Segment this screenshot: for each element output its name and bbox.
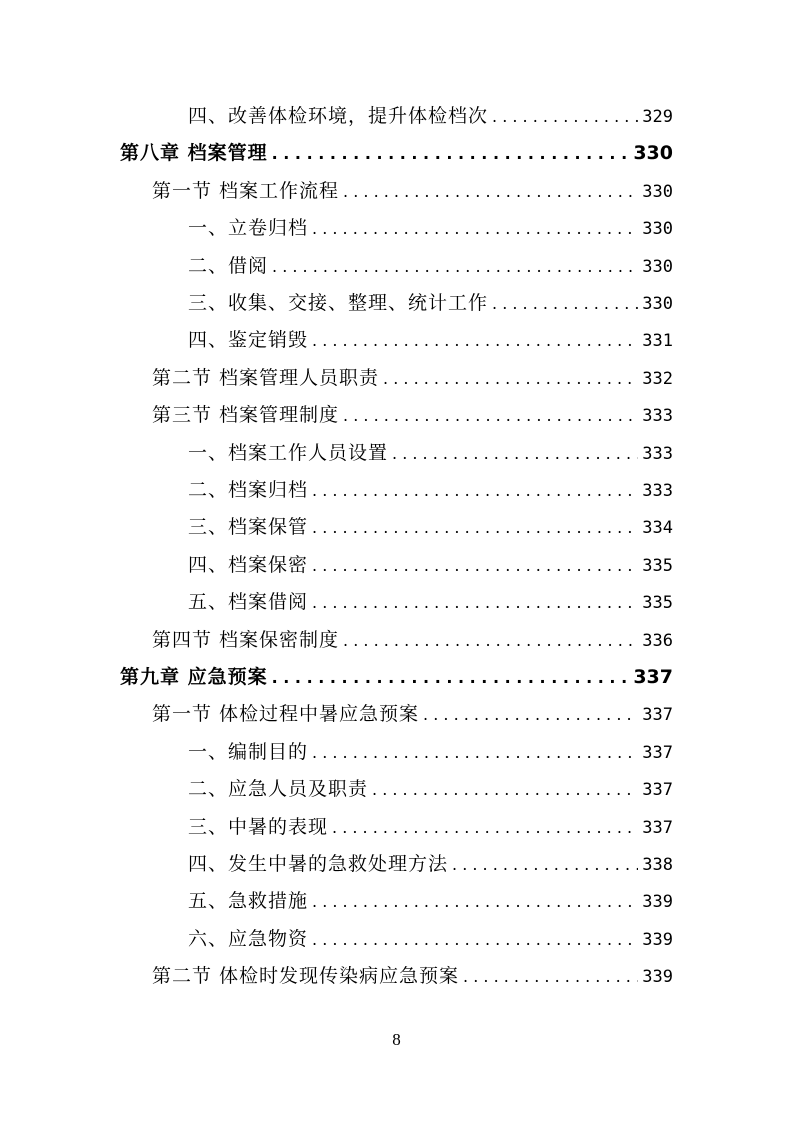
toc-entry-page: 330	[642, 181, 673, 202]
toc-entry-page: 337	[642, 817, 673, 838]
toc-dot-leader	[343, 626, 638, 656]
toc-entry-title: 第一节 档案工作流程	[152, 179, 340, 202]
toc-entry-page: 337	[642, 742, 673, 763]
toc-entry-title: 二、档案归档	[188, 479, 309, 501]
toc-entry-page: 331	[642, 331, 673, 352]
toc-subsection-entry[interactable]	[188, 475, 673, 505]
toc-dot-leader	[312, 925, 638, 955]
toc-entry-title: 四、改善体检环境，提升体检档次	[188, 105, 489, 127]
toc-subsection-entry[interactable]	[188, 812, 673, 842]
toc-entry-page: 335	[642, 593, 673, 614]
toc-subsection-entry[interactable]	[188, 251, 673, 281]
toc-subsection-entry[interactable]	[188, 774, 673, 804]
toc-dot-leader	[343, 177, 638, 207]
toc-dot-leader	[272, 252, 638, 282]
toc-subsection-entry[interactable]	[188, 886, 673, 916]
toc-dot-leader	[332, 813, 638, 843]
toc-dot-leader	[423, 700, 638, 730]
toc-section-entry[interactable]	[152, 363, 673, 393]
toc-entry-page: 338	[642, 855, 673, 875]
toc-entry-title: 三、档案保管	[188, 516, 309, 539]
toc-dot-leader	[463, 962, 638, 992]
toc-subsection-entry[interactable]	[188, 512, 673, 542]
toc-dot-leader	[312, 476, 638, 506]
toc-entry-title: 三、中暑的表现	[188, 815, 329, 838]
toc-dot-leader	[312, 588, 638, 618]
toc-subsection-entry[interactable]	[188, 213, 673, 243]
toc-dot-leader	[312, 551, 638, 581]
toc-entry-page: 333	[642, 406, 673, 427]
toc-entry-title: 第九章 应急预案	[120, 666, 268, 688]
toc-subsection-entry[interactable]	[188, 325, 673, 355]
toc-entry-title: 四、档案保密	[188, 553, 309, 576]
toc-entry-title: 六、应急物资	[188, 927, 309, 950]
toc-entry-page: 339	[642, 892, 673, 913]
toc-entry-title: 五、档案借阅	[188, 591, 309, 614]
toc-entry-title: 第二节 档案管理人员职责	[152, 366, 380, 389]
toc-entry-title: 四、发生中暑的急救处理方法	[188, 853, 449, 875]
toc-subsection-entry[interactable]	[188, 550, 673, 580]
toc-entry-title: 第八章 档案管理	[120, 142, 268, 165]
toc-subsection-entry[interactable]	[188, 101, 673, 131]
toc-entry-title: 一、编制目的	[188, 740, 309, 763]
toc-entry-title: 二、应急人员及职责	[188, 778, 369, 801]
toc-chapter-entry[interactable]	[120, 662, 673, 692]
toc-entry-title: 二、借阅	[188, 254, 269, 277]
toc-entry-page: 330	[642, 294, 673, 314]
toc-subsection-entry[interactable]	[188, 438, 673, 468]
toc-entry-title: 第三节 档案管理制度	[152, 404, 340, 427]
toc-entry-page: 332	[642, 368, 673, 389]
toc-entry-title: 四、鉴定销毁	[188, 329, 309, 352]
page-number: 8	[392, 1030, 401, 1049]
toc-entry-title: 五、急救措施	[188, 890, 309, 913]
toc-entry-title: 三、收集、交接、整理、统计工作	[188, 292, 489, 314]
toc-dot-leader	[343, 401, 638, 431]
toc-entry-page: 330	[633, 142, 673, 165]
toc-section-entry[interactable]	[152, 400, 673, 430]
toc-entry-page: 333	[642, 481, 673, 501]
toc-subsection-entry[interactable]	[188, 849, 673, 879]
toc-dot-leader	[392, 439, 638, 469]
toc-dot-leader	[492, 102, 638, 132]
toc-entry-page: 335	[642, 555, 673, 576]
toc-dot-leader	[272, 139, 630, 169]
toc-dot-leader	[272, 663, 630, 693]
toc-section-entry[interactable]	[152, 625, 673, 655]
toc-entry-title: 一、档案工作人员设置	[188, 441, 389, 464]
toc-entry-page: 330	[642, 256, 673, 277]
toc-entry-page: 339	[642, 929, 673, 950]
toc-dot-leader	[312, 513, 638, 543]
toc-entry-page: 336	[642, 630, 673, 651]
toc-dot-leader	[312, 326, 638, 356]
toc-dot-leader	[452, 850, 638, 880]
toc-entry-title: 第一节 体检过程中暑应急预案	[152, 703, 420, 726]
toc-entry-title: 一、立卷归档	[188, 217, 309, 240]
toc-chapter-entry[interactable]	[120, 138, 673, 168]
toc-entry-page: 330	[642, 219, 673, 240]
toc-dot-leader	[312, 738, 638, 768]
toc-section-entry[interactable]	[152, 176, 673, 206]
toc-dot-leader	[492, 289, 638, 319]
toc-dot-leader	[312, 887, 638, 917]
toc-entry-page: 333	[642, 443, 673, 464]
toc-entry-page: 337	[642, 780, 673, 801]
toc-subsection-entry[interactable]	[188, 924, 673, 954]
toc-entry-title: 第二节 体检时发现传染病应急预案	[152, 965, 460, 988]
toc-dot-leader	[383, 364, 638, 394]
toc-entry-page: 339	[642, 967, 673, 988]
toc-subsection-entry[interactable]	[188, 288, 673, 318]
toc-entry-page: 329	[642, 107, 673, 127]
toc-subsection-entry[interactable]	[188, 737, 673, 767]
toc-section-entry[interactable]	[152, 961, 673, 991]
toc-entry-page: 337	[642, 705, 673, 726]
toc-dot-leader	[372, 775, 638, 805]
toc-subsection-entry[interactable]	[188, 587, 673, 617]
toc-section-entry[interactable]	[152, 699, 673, 729]
toc-entry-title: 第四节 档案保密制度	[152, 628, 340, 651]
toc-entry-page: 337	[633, 666, 673, 688]
toc-entry-page: 334	[642, 518, 673, 539]
toc-dot-leader	[312, 214, 638, 244]
